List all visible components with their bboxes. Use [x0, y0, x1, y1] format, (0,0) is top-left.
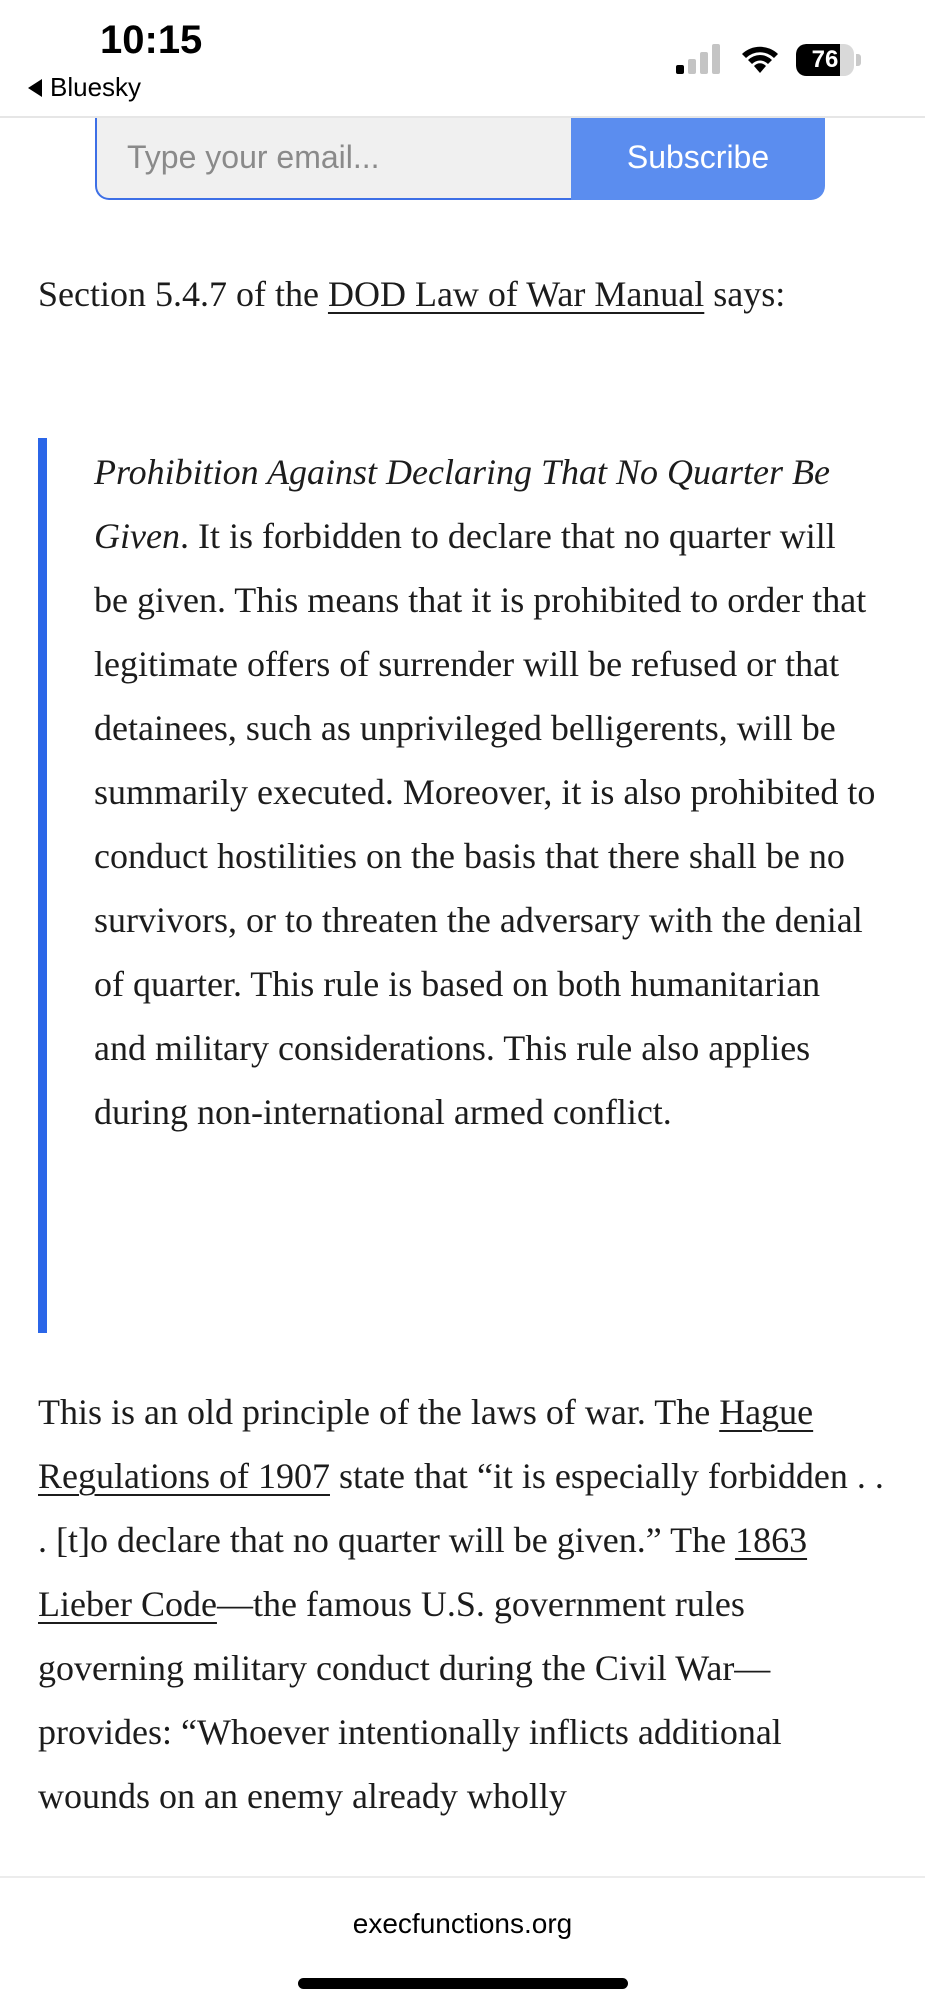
wifi-icon — [740, 44, 780, 74]
browser-url-bar[interactable] — [0, 1876, 925, 2002]
manual-quote — [38, 438, 878, 1333]
cellular-signal-icon — [676, 44, 722, 74]
battery-icon — [796, 44, 862, 76]
dod-manual-link[interactable]: DOD Law of War Manual — [327, 274, 705, 314]
subscribe-form — [95, 114, 830, 204]
intro-text: Section 5.4.7 of the — [38, 274, 328, 314]
url-text: execfunctions.org — [352, 1908, 573, 1939]
clock: 10:15 — [100, 18, 203, 62]
battery-level: 76 — [811, 46, 839, 73]
back-arrow-icon — [28, 79, 42, 97]
history-text-2: state that “it is especially forbidden . . . [t]o declare that no quarter will be given.” The — [38, 1456, 884, 1560]
quote-body: . It is forbidden to declare that no quarter will be given. This means that it is prohibited to order that legitimate offers of surrender will be refused or that detainees, such as unprivileged belligerents, will be summarily executed. Moreover, it is also prohibited to conduct hostilities on the basis that there shall be no survivors, or to threaten the adversary with the denial of quarter. This rule is based on both humanitarian and military considerations. This rule also applies during non-international armed conflict. — [94, 516, 876, 1132]
history-paragraph — [38, 1380, 886, 1828]
history-text-1: This is an old principle of the laws of war. The — [38, 1392, 720, 1432]
quote-title: Prohibition Against Declaring That No Quarter Be Given — [94, 452, 830, 556]
intro-paragraph — [38, 262, 886, 326]
status-bar — [0, 0, 925, 118]
intro-text-end: says: — [704, 274, 786, 314]
subscribe-button[interactable]: Subscribe — [571, 114, 825, 200]
history-text-3: —the famous U.S. government rules governing military conduct during the Civil War—provides: “Whoever intentionally inflicts additional wounds on an enemy already wholly — [38, 1584, 782, 1816]
lieber-code-link[interactable]: 1863 Lieber Code — [38, 1520, 808, 1624]
back-to-app-button[interactable] — [28, 72, 141, 103]
email-input[interactable] — [95, 114, 571, 200]
hague-regulations-link[interactable]: Hague Regulations of 1907 — [38, 1392, 814, 1496]
home-indicator[interactable] — [298, 1978, 628, 1989]
back-app-label: Bluesky — [50, 72, 142, 102]
